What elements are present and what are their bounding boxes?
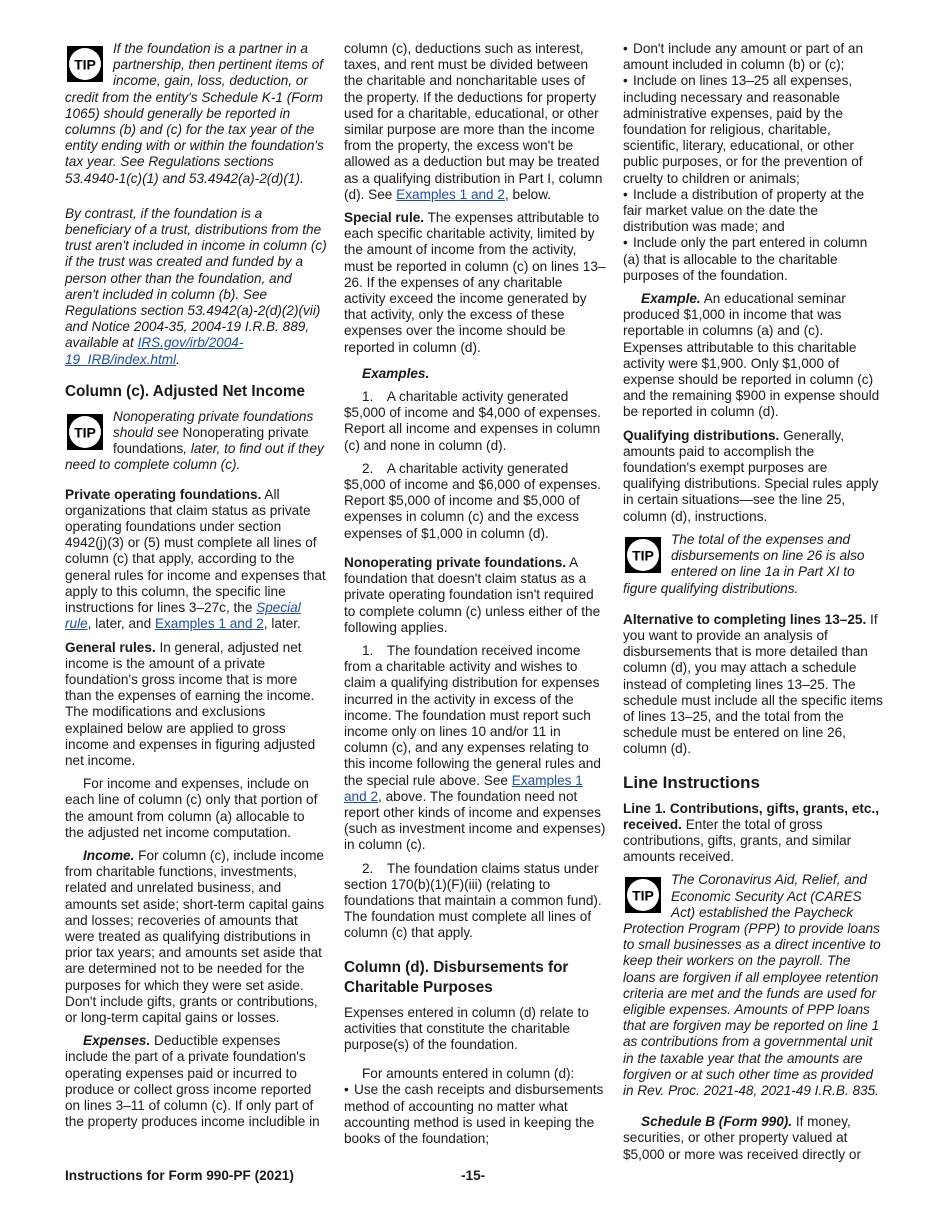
tip-icon — [623, 535, 663, 575]
tip-cares-text: The Coronavirus Aid, Relief, and Economic Security Act (CARES Act) established the Paycheck Protection Program (PPP) to provide loans to small businesses as a direct incentive to keep their workers on the payroll. The loans are forgiven if all employee retention criteria are met and the funds are used for eligible expenses. Amounts of PPP loans that are forgiven may be reported on line 1 as contributions from a governmental unit in the taxable year that the amounts are forgiven or at such other time as provided in Rev. Proc. 2021-48, 2021-49 I.R.B. 835. — [623, 872, 881, 1098]
continued-para: column (c), deductions such as interest, taxes, and rent must be divided between the charitable and noncharitable uses of the property. If the deductions for property used for a charitable, educational, or other similar purpose are more than the income from the property, the excess won't be allowed as a deduction but may be treated as a qualifying distribution in Part I, column (d). See Examples 1 and 2, below. — [344, 41, 603, 202]
bullet-distribution-property: • Include a distribution of property at the fair market value on the date the distribution was made; and — [623, 187, 885, 236]
tip-icon — [65, 412, 105, 452]
irs-irb-link[interactable]: IRS.gov/irb/2004-19_IRB/index.html — [65, 335, 244, 367]
nonoperating-item-1: 1. The foundation received income from a charitable activity and wishes to claim a qualifying distribution for expenses incurred in the activity in excess of the income. The foundation must report such income only on lines 10 and/or 11 in column (c), and any expenses relating to this income following the general rules and the special rule above. See Examples 1 and 2, above. The foundation need not report other kinds of income and expenses (such as investment income and expenses) in column (c). — [344, 642, 606, 853]
bullet-dont-include: • Don't include any amount or part of an amount included in column (b) or (c); — [623, 41, 885, 73]
schedule-b-para: Schedule B (Form 990). If money, securities, or other property valued at $5,000 or more was received directly or — [623, 1114, 861, 1162]
tip-line-26-text: The total of the expenses and disbursements on line 26 is also entered on line 1a in Part XI to figure qualifying distributions. — [623, 531, 865, 596]
column-d-para: Expenses entered in column (d) relate to activities that constitute the charitable purpose(s) of the foundation. — [344, 1004, 589, 1052]
column-2 — [344, 41, 606, 1147]
example-1: 1. A charitable activity generated $5,000 of income and $4,000 of expenses. Report all income and expenses in column (c) and none in column (d). — [344, 389, 601, 453]
tip-nonoperating-text: Nonoperating private foundations should see Nonoperating private foundations, later, to find out if they need to complete column (c). — [65, 408, 324, 473]
tip-icon — [65, 44, 105, 84]
tip-label: TIP — [632, 887, 654, 904]
examples-link[interactable]: Examples 1 and 2 — [396, 186, 505, 202]
footer-title: Instructions for Form 990-PF (2021) — [65, 1168, 294, 1183]
page-number: -15- — [461, 1168, 486, 1183]
column-1 — [65, 41, 327, 1137]
example-para: Example. An educational seminar produced $1,000 in income that was reportable in columns (a) and (c). Expenses attributable to this charitable activity were $1,900. Only $1,000 of expense should be reported in column (c) and the remaining $900 in expense should be reported in column (d). — [623, 291, 880, 420]
bullet-cash-method: • Use the cash receipts and disbursements method of accounting no matter what accounting method is used in keeping the books of the foundation; — [344, 1082, 606, 1147]
bullet-allocable-part: • Include only the part entered in column (a) that is allocable to the charitable purposes of the foundation. — [623, 235, 885, 284]
tip-partnership-text: If the foundation is a partner in a partnership, then pertinent items of income, gain, loss, deduction, or credit from the entity's Schedule K-1 (Form 1065) should generally be reported in columns (b) and (c) for the tax year of the entity ending with or within the foundation's tax year. See Regulations sections 53.4940-1(c)(1) and 53.4942(a)-2(d)(1). — [65, 41, 324, 186]
heading-line-instructions: Line Instructions — [623, 772, 760, 792]
example-2: 2. A charitable activity generated $5,000 of income and $6,000 of expenses. Report $5,000 of income and $5,000 of expenses in column (c) and the excess expenses of $1,000 in column (d). — [344, 460, 601, 541]
line-1-para: Line 1. Contributions, gifts, grants, etc., received. Enter the total of gross contributions, gifts, grants, and similar amounts received. — [623, 800, 880, 865]
general-rules-para: General rules. In general, adjusted net income is the amount of a private foundation's gross income that is more than the expenses of earning the income. The modifications and exclusions explained below are applied to gross income and expenses in figuring adjusted net income. — [65, 639, 316, 768]
general-rules-para-2: For income and expenses, include on each line of column (c) only that portion of the amount from column (a) allocable to the adjusted net income computation. — [65, 776, 318, 840]
examples-link[interactable]: Examples 1 and 2 — [344, 772, 583, 804]
expenses-para: Expenses. Deductible expenses include the part of a private foundation's operating expenses paid or incurred to produce or collect gross income reported on lines 3–11 of column (c). If only part of the property produces income includible in — [65, 1033, 320, 1130]
examples-link[interactable]: Examples 1 and 2 — [154, 616, 264, 632]
income-para: Income. For column (c), include income from charitable functions, investments, related and unrelated business, and amounts set aside; short-term capital gains and losses; recoveries of amounts that were treated as qualifying distributions in prior tax years; and amounts set aside that are determined not to be needed for the purposes for which they were set aside. Don't include gifts, grants or contributions, or long-term capital gains or losses. — [65, 847, 325, 1025]
tip-label: TIP — [74, 424, 96, 441]
qualifying-distributions-para: Qualifying distributions. Generally, amounts paid to accomplish the foundation's exempt purposes are qualifying distributions. Special rules apply in certain situations—see the line 25, column (d), instructions. — [623, 427, 879, 524]
tip-label: TIP — [632, 547, 654, 564]
examples-heading: Examples. — [362, 365, 430, 381]
column-d-intro: For amounts entered in column (d): — [362, 1066, 575, 1082]
special-rule-link[interactable]: Special rule — [65, 600, 301, 632]
tip-label: TIP — [74, 56, 96, 73]
heading-column-d: Column (d). Disbursements for Charitable Purposes — [344, 958, 569, 996]
heading-column-c: Column (c). Adjusted Net Income — [65, 382, 305, 400]
tip-trust-text: By contrast, if the foundation is a beneficiary of a trust, distributions from the trust aren't included in income in column (c) if the trust was created and funded by a person other than the foundation, and aren't included in column (b). See Regulations section 53.4942(a)-2(d)(2)(vii) and Notice 2004-35, 2004-19 I.R.B. 889, available at IRS.gov/irb/2004-19_IRB/index.html. — [65, 205, 327, 367]
column-3 — [623, 41, 885, 1170]
tip-icon — [623, 875, 663, 915]
nonoperating-item-2: 2. The foundation claims status under section 170(b)(1)(F)(iii) (relating to foundations that maintain a common fund). The foundation must complete all lines of column (c) that apply. — [344, 860, 602, 941]
alternative-para: Alternative to completing lines 13–25. If you want to provide an analysis of disbursements that is more detailed than column (d), you may attach a schedule instead of completing lines 13–25. The schedule must include all the specific items of lines 13–25, and the total from the schedule must be entered on line 26, column (d). — [623, 611, 883, 757]
bullet-include-expenses: • Include on lines 13–25 all expenses, including necessary and reasonable administrative expenses, paid by the foundation for religious, charitable, scientific, literary, educational, or other public purposes, or for the prevention of cruelty to children or animals; — [623, 73, 885, 186]
nonoperating-para: Nonoperating private foundations. A foundation that doesn't claim status as a private operating foundation isn't required to complete column (c) unless either of the following applies. — [344, 554, 601, 635]
special-rule-para: Special rule. The expenses attributable to each specific charitable activity, limited by the amount of income from the activity, must be reported in column (c) on lines 13–26. If the expenses of any charitable activity exceed the income generated by that activity, only the excess of these expenses over the income should be reported in column (d). — [344, 210, 606, 355]
private-operating-para: Private operating foundations. All organizations that claim status as private operating foundations under section 4942(j)(3) or (5) must complete all lines of column (c) that apply, according to the general rules for income and expenses that apply to this column, the specific line instructions for lines 3–27c, the Special rule, later, and Examples 1 and 2, later. — [65, 486, 326, 632]
